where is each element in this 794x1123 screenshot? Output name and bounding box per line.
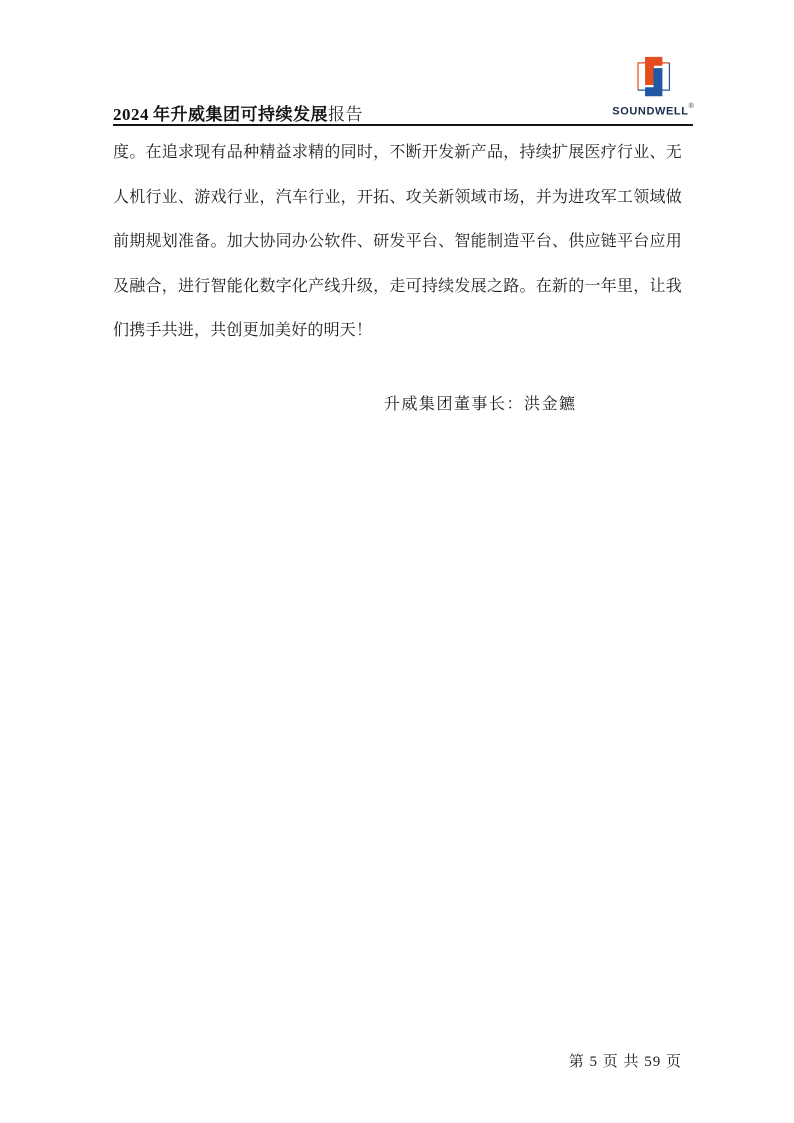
paragraph-line: 们携手共进，共创更加美好的明天！	[113, 322, 373, 339]
page-title-main: 年升威集团可持续发展	[153, 105, 328, 124]
chairman-signature-line: 升威集团董事长：洪金鑣	[384, 396, 577, 413]
company-logo	[607, 54, 699, 117]
page-title	[113, 100, 363, 125]
page-footer	[113, 1050, 682, 1071]
brand-wordmark	[607, 101, 699, 117]
page-number-text: 第 5 页 共 59 页	[568, 1054, 682, 1070]
registered-trademark-symbol: ®	[688, 103, 694, 110]
page-title-suffix: 报告	[328, 105, 363, 124]
paragraph-line: 人机行业、游戏行业，汽车行业，开拓、攻关新领域市场，并为进攻军工领域做	[113, 188, 682, 206]
page-title-year: 2024	[113, 105, 149, 124]
paragraph-line: 前期规划准备。加大协同办公软件、研发平台、智能制造平台、供应链平台应用	[113, 233, 682, 250]
paragraph-line: 及融合，进行智能化数字化产线升级，走可持续发展之路。在新的一年里，让我	[113, 277, 682, 295]
brand-name: SOUNDWELL	[612, 105, 689, 118]
soundwell-logo-icon	[631, 54, 676, 99]
paragraph-line: 度。在追求现有品种精益求精的同时，不断开发新产品，持续扩展医疗行业、无	[113, 144, 682, 161]
body-paragraph	[113, 131, 682, 354]
header-rule	[113, 124, 693, 126]
